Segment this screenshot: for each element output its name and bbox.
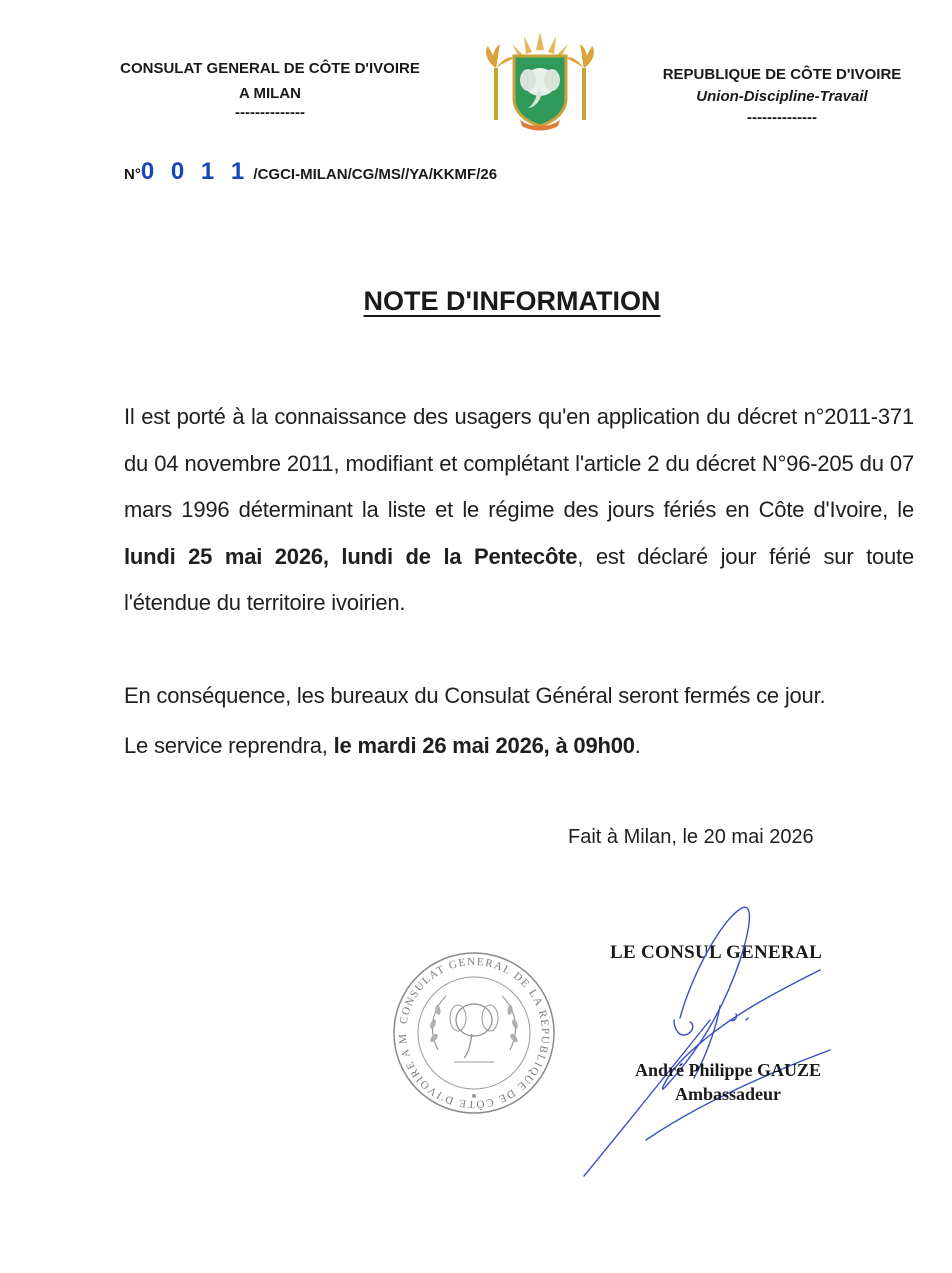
resume-line: Le service reprendra, le mardi 26 mai 2026, à 09h00. bbox=[124, 733, 641, 758]
header-right-rule: -------------- bbox=[747, 109, 817, 126]
consulate-name: CONSULAT GENERAL DE CÔTE D'IVOIRE bbox=[120, 60, 420, 77]
signatory-block bbox=[612, 1058, 844, 1106]
resume-date: le mardi 26 mai 2026, à 09h00 bbox=[333, 733, 635, 758]
reference-prefix: N° bbox=[124, 166, 141, 183]
elephant-seal-stamp-icon bbox=[388, 950, 560, 1116]
handwritten-signature bbox=[570, 900, 850, 1190]
page-title: NOTE D'INFORMATION bbox=[363, 286, 661, 316]
signatory-title: LE CONSUL GENERAL bbox=[610, 942, 823, 963]
consulate-city: A MILAN bbox=[239, 85, 301, 102]
announcement-paragraph bbox=[124, 394, 914, 627]
coat-of-arms-icon bbox=[484, 28, 596, 132]
reference-number bbox=[124, 158, 497, 186]
holiday-date: lundi 25 mai 2026, lundi de la Pentecôte bbox=[124, 543, 578, 569]
signatory-name: André Philippe GAUZE bbox=[634, 1060, 822, 1080]
consulate-stamp bbox=[388, 950, 560, 1116]
svg-text:CONSULAT GENERAL DE LA REPUBLI: CONSULAT GENERAL DE LA REPUBLIQUE DE CÔTE D'IVOIRE A M bbox=[396, 955, 552, 1111]
consulate-header bbox=[92, 56, 448, 120]
closure-paragraph bbox=[124, 671, 914, 771]
republic-name: REPUBLIQUE DE CÔTE D'IVOIRE bbox=[662, 66, 902, 83]
reference-stamped-number: 0 0 1 1 bbox=[140, 158, 250, 185]
announcement-outro: , est déclaré jour férié sur toute l'étendue du territoire ivoirien. bbox=[124, 543, 915, 615]
signatory-role: Ambassadeur bbox=[674, 1084, 781, 1104]
closure-line: En conséquence, les bureaux du Consulat Général seront fermés ce jour. bbox=[124, 683, 826, 708]
reference-code: /CGCI-MILAN/CG/MS//YA/KKMF/26 bbox=[253, 166, 498, 183]
place-date: Fait à Milan, le 20 mai 2026 bbox=[568, 826, 814, 848]
republic-header bbox=[636, 62, 928, 129]
announcement-intro: Il est porté à la connaissance des usagers qu'en application du décret n°2011-371 du 04 novembre 2011, modifiant et complétant l'article 2 du décret N°96-205 du 07 mars 1996 déterminant la liste et le régime des jours fériés en Côte d'Ivoire, le bbox=[124, 404, 914, 522]
national-motto: Union-Discipline-Travail bbox=[696, 88, 868, 105]
header-left-rule: -------------- bbox=[235, 104, 305, 121]
